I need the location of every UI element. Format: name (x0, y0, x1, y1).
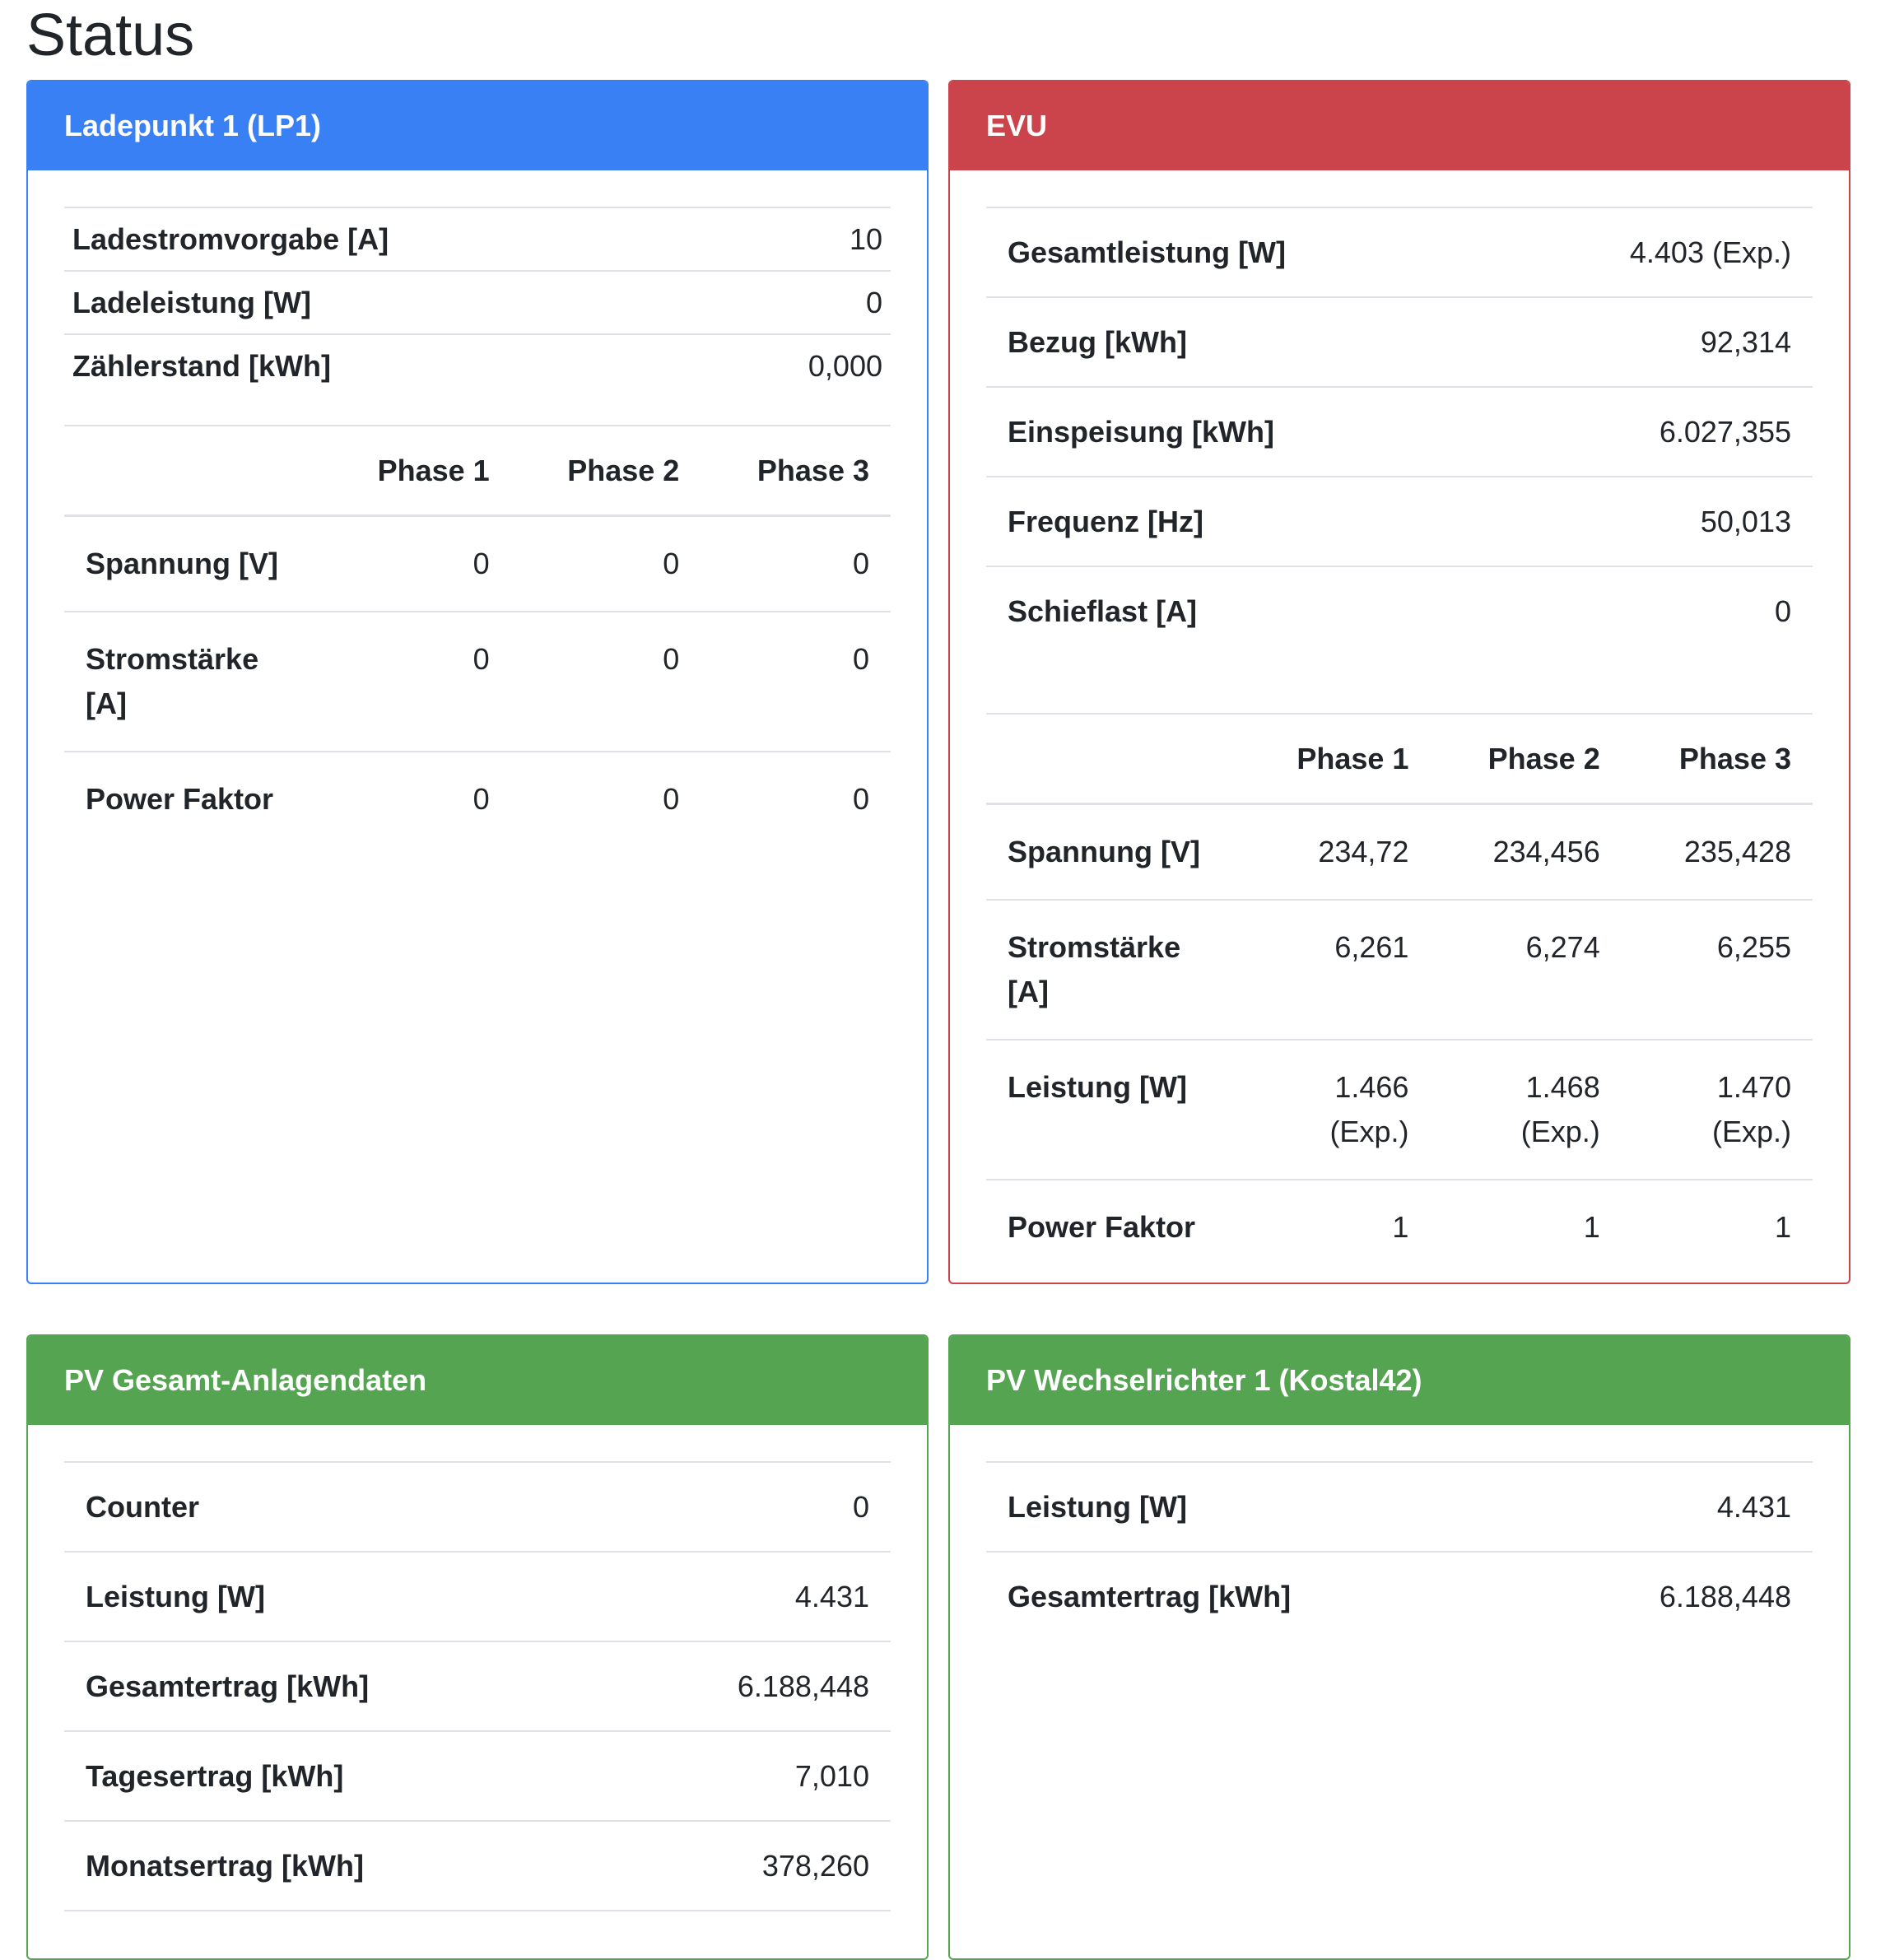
row-label: Frequenz [Hz] (986, 477, 1492, 566)
row-label: Spannung [V] (64, 516, 321, 612)
phase-value: 234,456 (1430, 804, 1621, 901)
row-value: 0 (1492, 566, 1813, 655)
table-row (64, 334, 891, 397)
table-row (64, 612, 891, 752)
row-label: Bezug [kWh] (986, 297, 1492, 387)
row-value: 378,260 (603, 1821, 891, 1910)
table-row (64, 752, 891, 846)
phase-header: Phase 1 (1243, 714, 1430, 804)
table-row (64, 1821, 891, 1910)
row-label: Leistung [W] (986, 1040, 1243, 1180)
table-row (64, 1641, 891, 1731)
phase-value: 235,428 (1622, 804, 1813, 901)
row-label: Monatsertrag [kWh] (64, 1821, 603, 1910)
row-value: 0 (714, 271, 891, 334)
phase-value: 1.470 (Exp.) (1622, 1040, 1813, 1180)
phase-header-empty (64, 426, 321, 516)
card-header-pv-wechselrichter: PV Wechselrichter 1 (Kostal42) (950, 1336, 1849, 1425)
table-row (64, 1731, 891, 1821)
row-label: Einspeisung [kWh] (986, 387, 1492, 477)
table-row (986, 1462, 1813, 1552)
table-row (986, 804, 1813, 901)
phase-value: 1 (1243, 1180, 1430, 1274)
phase-value: 0 (701, 752, 891, 846)
row-label: Zählerstand [kWh] (64, 334, 714, 397)
phase-header: Phase 2 (511, 426, 701, 516)
card-header-ladepunkt-1: Ladepunkt 1 (LP1) (28, 81, 927, 170)
row-value: 92,314 (1492, 297, 1813, 387)
table-row (64, 207, 891, 271)
table-row (64, 1462, 891, 1552)
card-pv-wechselrichter (948, 1334, 1850, 1960)
evu-summary-table (986, 207, 1813, 655)
phase-value: 6,261 (1243, 900, 1430, 1040)
card-body-evu (950, 170, 1849, 1274)
row-label: Tagesertrag [kWh] (64, 1731, 603, 1821)
row-label: Gesamtertrag [kWh] (986, 1552, 1525, 1641)
phase-value: 6,255 (1622, 900, 1813, 1040)
row-label: Counter (64, 1462, 603, 1552)
phase-value: 6,274 (1430, 900, 1621, 1040)
phase-value: 234,72 (1243, 804, 1430, 901)
phase-value: 0 (701, 612, 891, 752)
table-row (986, 1180, 1813, 1274)
table-row (986, 900, 1813, 1040)
phase-header: Phase 1 (321, 426, 511, 516)
table-row (64, 516, 891, 612)
phase-header: Phase 3 (701, 426, 891, 516)
table-row (64, 271, 891, 334)
row-value: 4.431 (603, 1552, 891, 1641)
row-label: Leistung [W] (986, 1462, 1525, 1552)
table-row (986, 207, 1813, 297)
phase-value: 0 (321, 516, 511, 612)
phase-value: 0 (321, 752, 511, 846)
phase-header-row (986, 714, 1813, 804)
table-row (986, 566, 1813, 655)
row-value: 0,000 (714, 334, 891, 397)
table-row (986, 297, 1813, 387)
phase-value: 0 (701, 516, 891, 612)
card-pv-gesamt (26, 1334, 929, 1960)
card-body-pv-gesamt (28, 1425, 927, 1911)
lp1-phase-table (64, 425, 891, 846)
phase-value: 1 (1622, 1180, 1813, 1274)
row-label: Gesamtleistung [W] (986, 207, 1492, 297)
phase-header: Phase 3 (1622, 714, 1813, 804)
pv-wechselrichter-table (986, 1461, 1813, 1641)
phase-value: 0 (511, 612, 701, 752)
page-title: Status (26, 2, 195, 68)
row-label: Ladestromvorgabe [A] (64, 207, 714, 271)
row-value: 4.431 (1525, 1462, 1813, 1552)
row-label: Power Faktor (64, 752, 321, 846)
table-bottom-rule (64, 1910, 891, 1911)
row-label: Stromstärke [A] (64, 612, 321, 752)
row-label: Leistung [W] (64, 1552, 603, 1641)
row-value: 6.188,448 (603, 1641, 891, 1731)
row-label: Power Faktor (986, 1180, 1243, 1274)
card-ladepunkt-1 (26, 80, 929, 1284)
table-row (64, 1552, 891, 1641)
phase-value: 1.466 (Exp.) (1243, 1040, 1430, 1180)
pv-gesamt-table (64, 1461, 891, 1910)
phase-value: 1.468 (Exp.) (1430, 1040, 1621, 1180)
row-label: Gesamtertrag [kWh] (64, 1641, 603, 1731)
card-body-pv-wechselrichter (950, 1425, 1849, 1641)
evu-phase-table (986, 713, 1813, 1274)
phase-value: 1 (1430, 1180, 1621, 1274)
card-evu (948, 80, 1850, 1284)
row-value: 6.188,448 (1525, 1552, 1813, 1641)
row-label: Schieflast [A] (986, 566, 1492, 655)
table-row (986, 477, 1813, 566)
row-value: 6.027,355 (1492, 387, 1813, 477)
table-row (986, 1040, 1813, 1180)
lp1-summary-table (64, 207, 891, 397)
table-row (986, 1552, 1813, 1641)
row-label: Stromstärke [A] (986, 900, 1243, 1040)
row-label: Spannung [V] (986, 804, 1243, 901)
row-value: 4.403 (Exp.) (1492, 207, 1813, 297)
row-value: 10 (714, 207, 891, 271)
card-body-ladepunkt-1 (28, 170, 927, 846)
row-value: 0 (603, 1462, 891, 1552)
phase-value: 0 (321, 612, 511, 752)
phase-value: 0 (511, 516, 701, 612)
row-value: 7,010 (603, 1731, 891, 1821)
table-row (986, 387, 1813, 477)
row-value: 50,013 (1492, 477, 1813, 566)
row-label: Ladeleistung [W] (64, 271, 714, 334)
card-header-pv-gesamt: PV Gesamt-Anlagendaten (28, 1336, 927, 1425)
phase-header-empty (986, 714, 1243, 804)
phase-value: 0 (511, 752, 701, 846)
phase-header: Phase 2 (1430, 714, 1621, 804)
phase-header-row (64, 426, 891, 516)
card-header-evu: EVU (950, 81, 1849, 170)
